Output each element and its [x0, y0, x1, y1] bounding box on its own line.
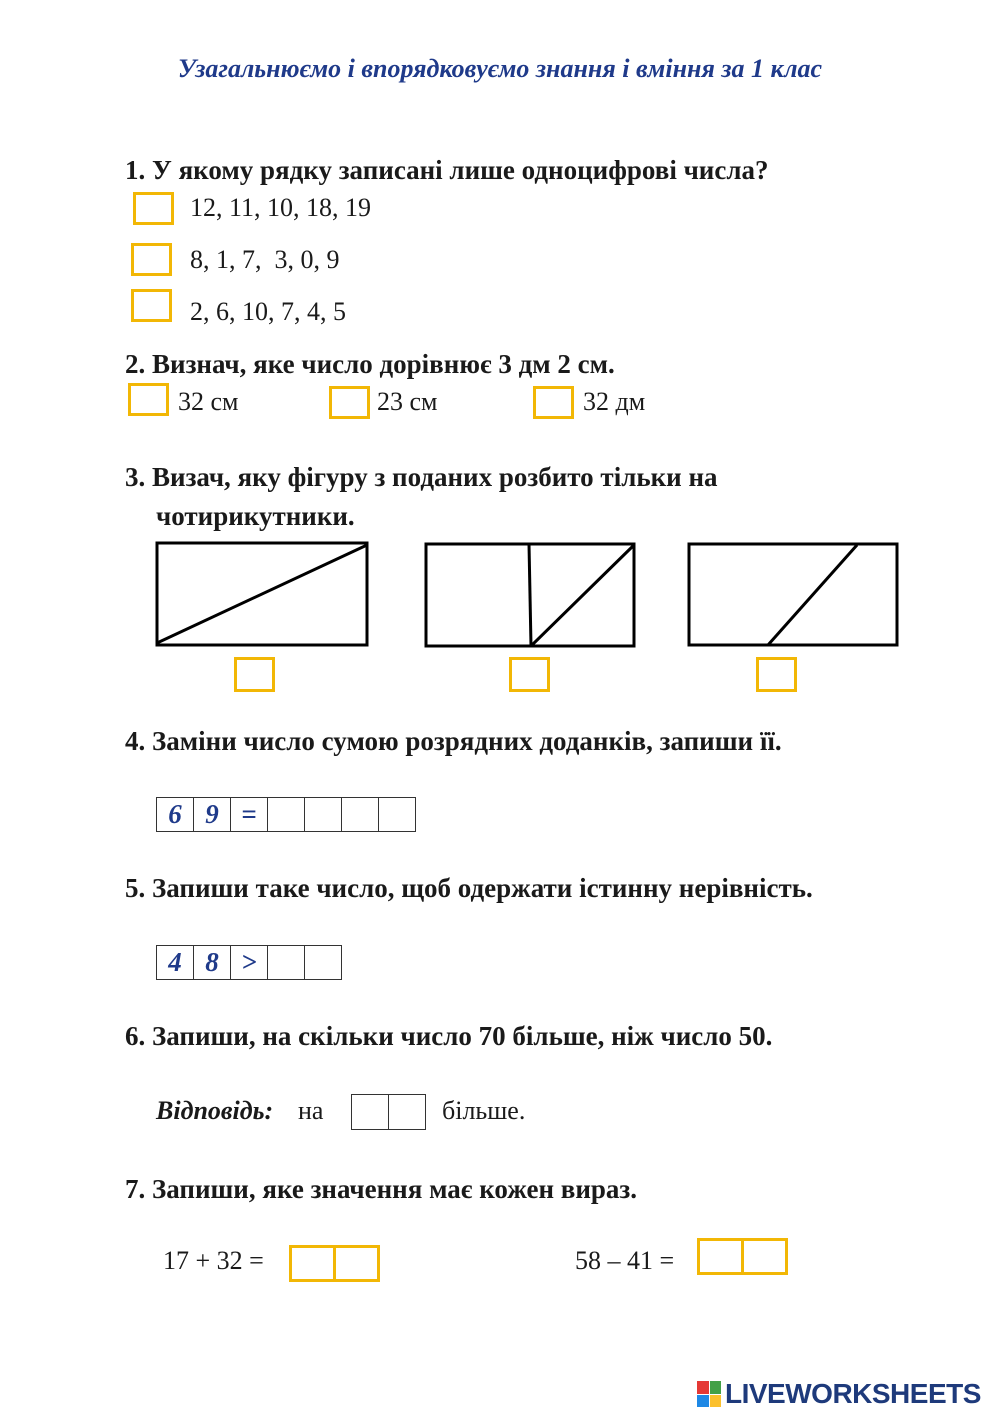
- q4-answer-grid: [156, 797, 416, 832]
- q7-expression-2: 58 – 41 =: [575, 1246, 675, 1275]
- q2-option-3-checkbox[interactable]: [533, 386, 574, 419]
- q4-cell-1: 6: [156, 797, 194, 832]
- q6-answer-input-1[interactable]: [351, 1094, 389, 1130]
- question-1: 1. У якому рядку записані лише одноцифрові числа?: [125, 155, 769, 185]
- question-2: 2. Визнач, яке число дорівнює 3 дм 2 см.: [125, 349, 615, 379]
- q5-answer-grid: [156, 945, 342, 980]
- question-3-line-1: 3. Визач, яку фігуру з поданих розбито тільки на: [125, 462, 718, 492]
- q3-figure-3-checkbox[interactable]: [756, 657, 797, 692]
- q4-answer-input-4[interactable]: [378, 797, 416, 832]
- q4-answer-input-1[interactable]: [267, 797, 305, 832]
- figure-3-rectangle-slash: [687, 542, 900, 648]
- q6-answer-label: Відповідь:: [156, 1096, 274, 1125]
- q2-option-1-checkbox[interactable]: [128, 383, 169, 416]
- q1-option-2-label: 8, 1, 7, 3, 0, 9: [190, 245, 340, 274]
- q1-option-3-label: 2, 6, 10, 7, 4, 5: [190, 297, 346, 326]
- q4-answer-input-2[interactable]: [304, 797, 342, 832]
- q5-cell-3: >: [230, 945, 268, 980]
- worksheet-title: Узагальнюємо і впорядковуємо знання і вміння за 1 клас: [177, 54, 823, 83]
- q6-after-text: більше.: [442, 1096, 526, 1125]
- q1-option-1-label: 12, 11, 10, 18, 19: [190, 193, 372, 222]
- liveworksheets-logo-text: LIVEWORKSHEETS: [725, 1378, 981, 1409]
- q6-before-text: на: [298, 1096, 324, 1125]
- q5-cell-2: 8: [193, 945, 231, 980]
- question-6: 6. Запиши, на скільки число 70 більше, ніж число 50.: [125, 1021, 773, 1051]
- figure-1-rectangle-diagonal: [155, 541, 370, 648]
- q5-cell-1: 4: [156, 945, 194, 980]
- q2-option-1-label: 32 см: [178, 387, 239, 416]
- question-7: 7. Запиши, яке значення має кожен вираз.: [125, 1174, 638, 1204]
- question-4: 4. Заміни число сумою розрядних доданків, запиши її.: [125, 726, 782, 756]
- liveworksheets-logo: [697, 1378, 981, 1410]
- q3-figure-2-checkbox[interactable]: [509, 657, 550, 692]
- figure-2-rectangle-split: [424, 542, 637, 649]
- q7-answer-2-input-2[interactable]: [741, 1238, 788, 1275]
- q4-cell-2: 9: [193, 797, 231, 832]
- q3-figure-1-checkbox[interactable]: [234, 657, 275, 692]
- question-3-line-2: чотирикутники.: [156, 501, 355, 531]
- q1-option-1-checkbox[interactable]: [133, 192, 174, 225]
- q2-option-3-label: 32 дм: [583, 387, 646, 416]
- q7-answer-2-input-1[interactable]: [697, 1238, 744, 1275]
- q6-answer-grid: [351, 1094, 426, 1130]
- q4-cell-3: =: [230, 797, 268, 832]
- q7-answer-1-input-2[interactable]: [333, 1245, 380, 1282]
- q5-answer-input-2[interactable]: [304, 945, 342, 980]
- q2-option-2-label: 23 см: [377, 387, 438, 416]
- liveworksheets-logo-icon: [697, 1381, 721, 1407]
- q7-answer-1-grid: [289, 1245, 380, 1282]
- q6-answer-input-2[interactable]: [388, 1094, 426, 1130]
- q1-option-3-checkbox[interactable]: [131, 289, 172, 322]
- q2-option-2-checkbox[interactable]: [329, 386, 370, 419]
- q1-option-2-checkbox[interactable]: [131, 243, 172, 276]
- q7-answer-1-input-1[interactable]: [289, 1245, 336, 1282]
- q7-expression-1: 17 + 32 =: [163, 1246, 264, 1275]
- question-5: 5. Запиши таке число, щоб одержати істинну нерівність.: [125, 873, 813, 903]
- q5-answer-input-1[interactable]: [267, 945, 305, 980]
- q7-answer-2-grid: [697, 1238, 788, 1275]
- q4-answer-input-3[interactable]: [341, 797, 379, 832]
